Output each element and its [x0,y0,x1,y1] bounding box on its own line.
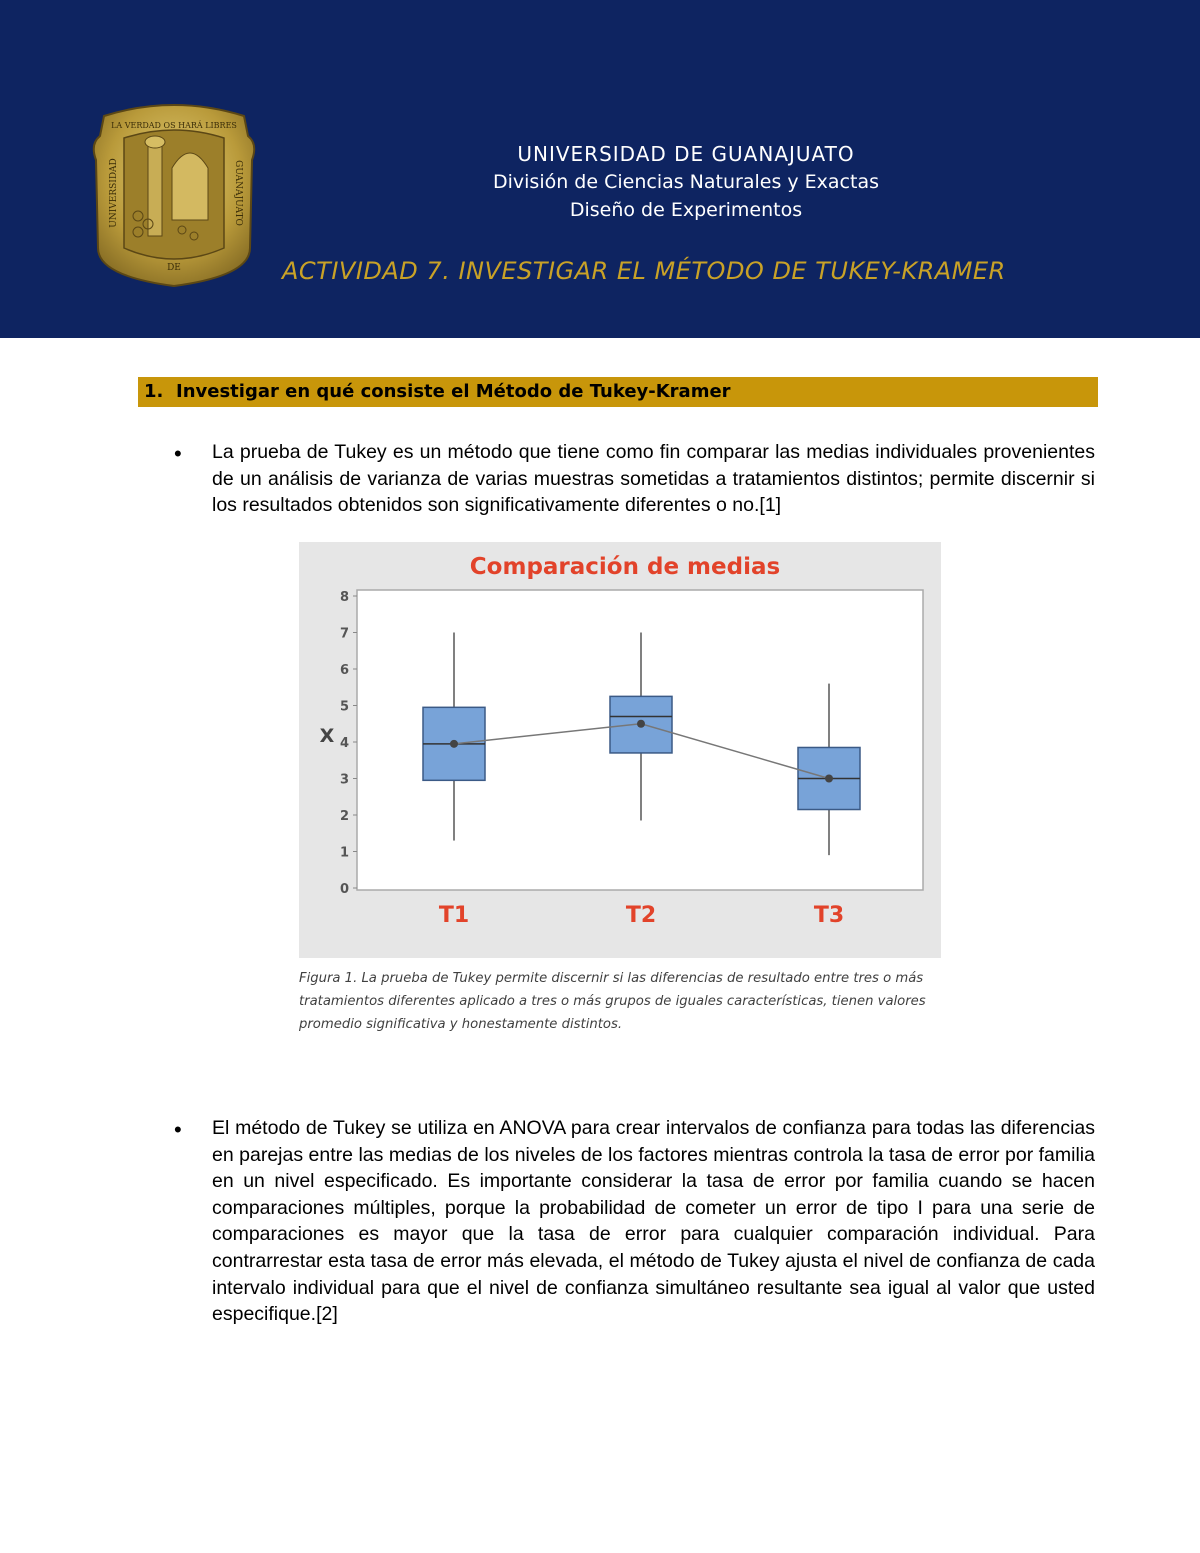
figure-caption: Figura 1. La prueba de Tukey permite discernir si las diferencias de resultado entre tres o más tratamientos diferentes aplicado a tres o más grupos de iguales características, tienen valores promedio significativa y honestamente distintos. [299,971,926,1032]
seal-text-top: LA VERDAD OS HARÁ LIBRES [111,121,237,130]
section-heading [138,377,1098,407]
mean-point [637,720,645,728]
x-category-label: T3 [813,903,845,928]
y-tick-label: 0 [339,882,349,897]
university-seal-icon [90,98,258,288]
seal-text-left: UNIVERSIDAD [109,158,119,228]
y-tick-label: 8 [339,590,349,605]
y-tick-label: 1 [339,845,349,861]
y-tick-label: 2 [339,809,349,824]
university-name: UNIVERSIDAD DE GUANAJUATO [517,142,855,166]
y-tick-label: 7 [339,626,349,642]
figure-boxplot [299,542,941,958]
seal-text-right: GUANAJUATO [233,160,243,226]
mean-point [825,775,833,783]
section-number: 1. [144,381,164,402]
y-axis-label: X [319,725,335,747]
chart-title: Comparación de medias [469,554,781,580]
bullet-icon: • [174,1117,182,1142]
y-tick-label: 4 [339,736,349,751]
y-tick-label: 5 [339,699,349,715]
boxplot-chart [299,542,941,958]
activity-title: ACTIVIDAD 7. INVESTIGAR EL MÉTODO DE TUKEY-KRAMER [282,257,1006,285]
x-category-label: T1 [438,903,470,928]
y-tick-label: 3 [339,772,349,788]
seal-text-bottom: DE [167,263,181,273]
paragraph-tukey-definition: La prueba de Tukey es un método que tiene como fin comparar las medias individuales provenientes de un análisis de varianza de varias muestras sometidas a tratamientos distintos; permite discernir si los resultados obtenidos son significativamente diferentes o no.[1] [212,441,1095,517]
mean-point [450,740,458,748]
section-title: Investigar en qué consiste el Método de Tukey-Kramer [176,381,731,402]
y-tick-label: 6 [339,663,349,678]
course-name: Diseño de Experimentos [569,199,803,221]
division-name: División de Ciencias Naturales y Exactas [492,171,879,193]
header-banner [0,0,1200,338]
x-category-label: T2 [625,903,657,928]
paragraph-tukey-anova: El método de Tukey se utiliza en ANOVA para crear intervalos de confianza para todas las diferencias en parejas entre las medias de los niveles de los factores mientras controla la tasa de error por familia en un nivel especificado. Es importante considerar la tasa de error por familia cuando se hacen comparaciones múltiples, porque la probabilidad de cometer un error de tipo I para una serie de comparaciones es mayor que la tasa de error para cualquier comparación individual. Para contrarrestar esta tasa de error más elevada, el método de Tukey ajusta el nivel de confianza de cada intervalo individual para que el nivel de confianza simultáneo resultante sea igual al valor que usted especifique.[2] [212,1117,1095,1326]
bullet-icon: • [174,441,182,466]
